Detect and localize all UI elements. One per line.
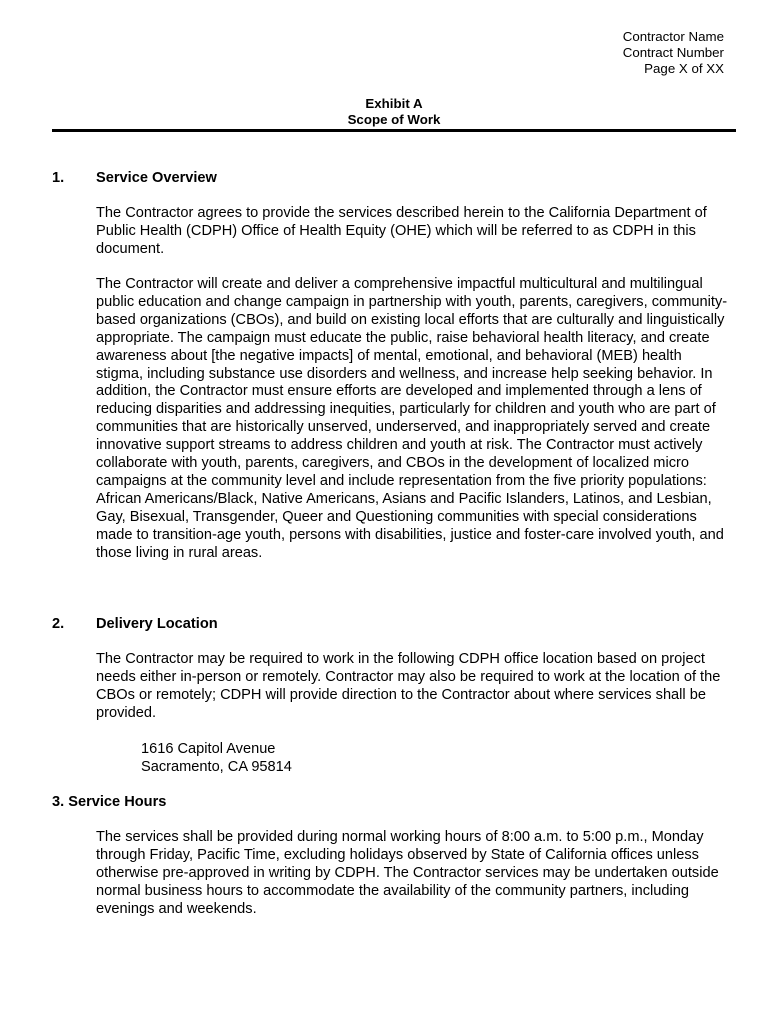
section-3-heading [52,793,166,811]
section-2-paragraph-1: The Contractor may be required to work in the following CDPH office location based on project needs either in-person or remotely. Contractor may also be required to work at the location of the CBOs or remotely; CDPH will provide direction to the Contractor about where services shall be provided. [96,651,721,721]
section-1-title: Service Overview [96,170,217,186]
section-1-number: 1. [52,170,65,186]
page-number: Page X of XX [644,61,724,76]
section-2-title: Delivery Location [96,616,218,632]
office-address [141,740,292,776]
contract-number: Contract Number [622,45,724,60]
section-3-title: Service Hours [68,794,167,810]
section-3-number: 3. [52,794,65,810]
section-1-paragraph-2: The Contractor will create and deliver a comprehensive impactful multicultural and multilingual public education and change campaign in partnership with youth, parents, caregivers, community-based organizations (CBOs), and build on existing local efforts that are culturally and linguistically appropriate. The campaign must educate the public, raise behavioral health literacy, and create awareness about [the negative impacts] of mental, emotional, and behavioral (MEB) health stigma, including substance use disorders and wellness, and increase help seeking behavior. In addition, the Contractor must ensure efforts are developed and implemented through a lens of reducing disparities and addressing inequities, particularly for children and youth who are part of communities that are historically unserved, underserved, and inappropriately served and create innovative support streams to address children and youth at risk. The Contractor must actively collaborate with youth, parents, caregivers, and CBOs in the development of localized micro campaigns at the community level and include representation from the five priority populations: African Americans/Black, Native Americans, Asians and Pacific Islanders, Latinos, and Lesbian, Gay, Bisexual, Transgender, Queer and Questioning communities with special considerations made to transition-age youth, persons with disabilities, justice and foster-care involved youth, and those living in rural areas. [96,276,728,561]
exhibit-title: Exhibit A [365,96,423,111]
section-3-paragraph-1: The services shall be provided during normal working hours of 8:00 a.m. to 5:00 p.m., Monday through Friday, Pacific Time, excluding holidays observed by State of California offices unless otherwise pre-approved in writing by CDPH. The Contractor services may be undertaken outside normal business hours to accommodate the availability of the community partners, including evenings and weekends. [96,829,719,917]
section-2-number: 2. [52,616,65,632]
exhibit-heading [52,96,736,128]
address-line-2: Sacramento, CA 95814 [141,759,292,775]
section-1-paragraph-1: The Contractor agrees to provide the services described herein to the California Department of Public Health (CDPH) Office of Health Equity (OHE) which will be referred to as CDPH in this document. [96,205,707,257]
page-header [623,29,724,77]
header-divider [52,129,736,132]
contractor-name: Contractor Name [622,29,724,44]
exhibit-subtitle: Scope of Work [347,112,441,127]
address-line-1: 1616 Capitol Avenue [141,741,276,757]
